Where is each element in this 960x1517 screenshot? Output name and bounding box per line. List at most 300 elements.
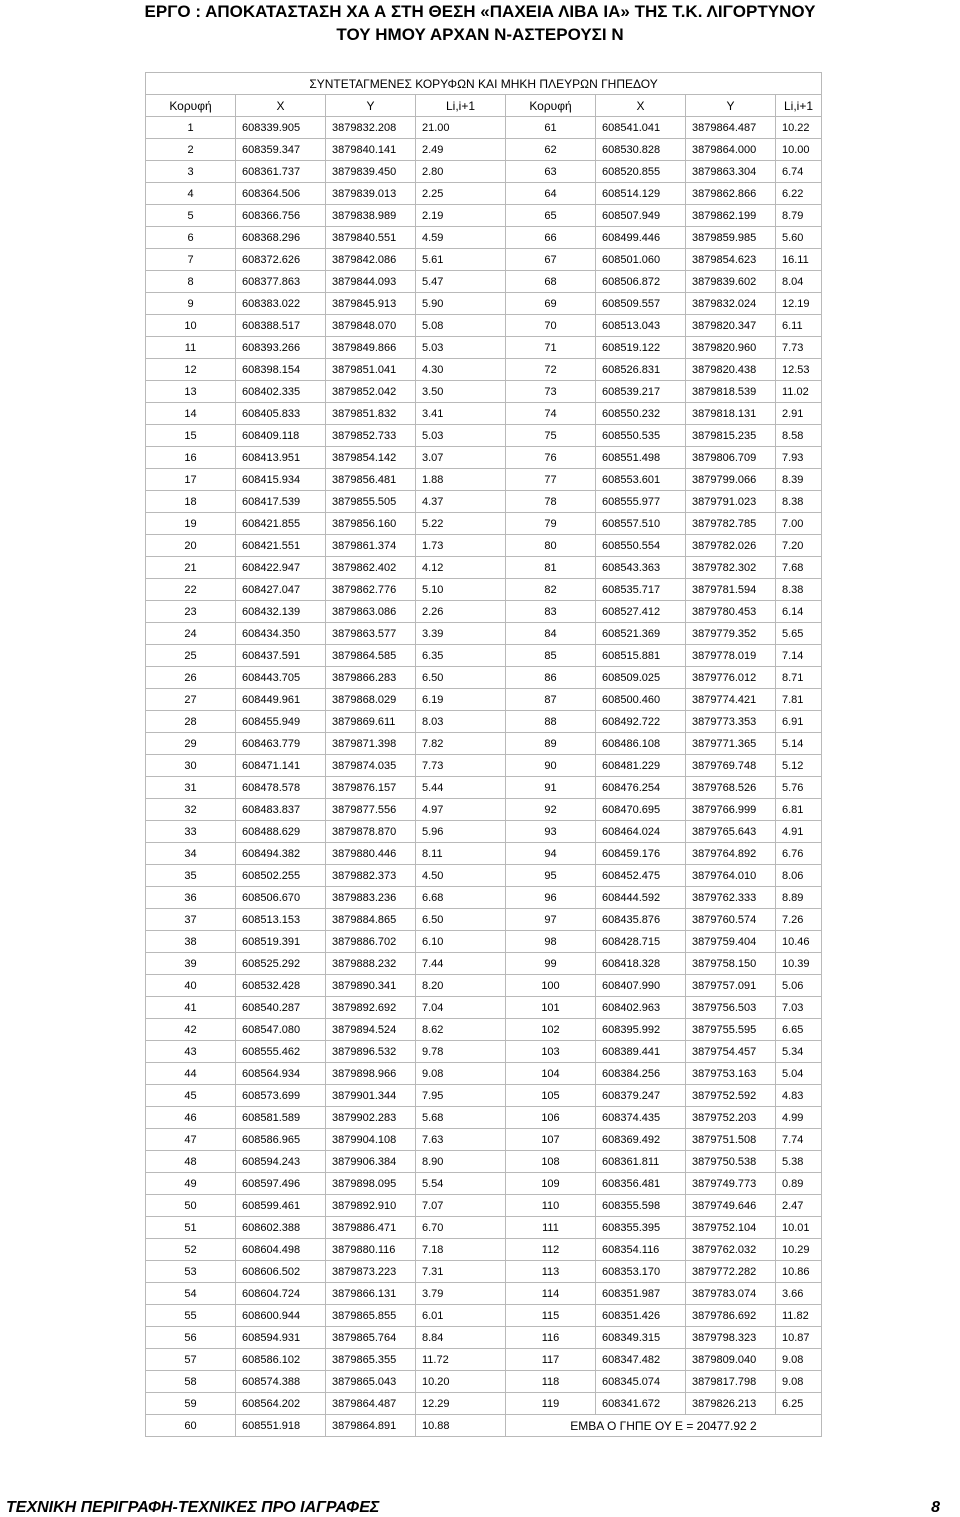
- cell-y-right: 3879806.709: [686, 447, 776, 469]
- cell-y-right: 3879756.503: [686, 997, 776, 1019]
- cell-length-left: 7.95: [416, 1085, 506, 1107]
- page-number: 8: [931, 1499, 940, 1516]
- cell-x-left: 608421.551: [236, 535, 326, 557]
- cell-vertex-right: 106: [506, 1107, 596, 1129]
- cell-vertex-left: 21: [146, 557, 236, 579]
- cell-y-left: 3879904.108: [326, 1129, 416, 1151]
- cell-x-right: 608539.217: [596, 381, 686, 403]
- cell-length-left: 7.44: [416, 953, 506, 975]
- cell-y-right: 3879778.019: [686, 645, 776, 667]
- cell-vertex-left: 13: [146, 381, 236, 403]
- cell-x-right: 608550.232: [596, 403, 686, 425]
- cell-y-left: 3879882.373: [326, 865, 416, 887]
- cell-x-left: 608366.756: [236, 205, 326, 227]
- cell-vertex-left: 9: [146, 293, 236, 315]
- header-x-2: X: [596, 95, 686, 117]
- cell-x-left: 608434.350: [236, 623, 326, 645]
- cell-vertex-right: 104: [506, 1063, 596, 1085]
- cell-vertex-left: 37: [146, 909, 236, 931]
- header-vertex-2: Κορυφή: [506, 95, 596, 117]
- cell-vertex-left: 20: [146, 535, 236, 557]
- cell-vertex-right: 68: [506, 271, 596, 293]
- table-row: [146, 513, 822, 535]
- cell-y-right: 3879757.091: [686, 975, 776, 997]
- table-row: [146, 1305, 822, 1327]
- cell-y-left: 3879880.446: [326, 843, 416, 865]
- cell-length-right: 7.20: [776, 535, 822, 557]
- cell-vertex-left: 16: [146, 447, 236, 469]
- cell-vertex-right: 108: [506, 1151, 596, 1173]
- cell-length-right: 7.26: [776, 909, 822, 931]
- cell-y-left: 3879845.913: [326, 293, 416, 315]
- cell-length-left: 5.68: [416, 1107, 506, 1129]
- cell-length-right: 12.53: [776, 359, 822, 381]
- cell-length-right: 7.73: [776, 337, 822, 359]
- table-row: [146, 1173, 822, 1195]
- cell-length-right: 8.04: [776, 271, 822, 293]
- cell-x-right: 608501.060: [596, 249, 686, 271]
- cell-x-left: 608421.855: [236, 513, 326, 535]
- cell-x-left: 608494.382: [236, 843, 326, 865]
- cell-length-left: 7.73: [416, 755, 506, 777]
- cell-vertex-right: 63: [506, 161, 596, 183]
- cell-vertex-left: 15: [146, 425, 236, 447]
- cell-y-right: 3879768.526: [686, 777, 776, 799]
- cell-length-right: 7.03: [776, 997, 822, 1019]
- cell-length-left: 10.20: [416, 1371, 506, 1393]
- cell-x-right: 608452.475: [596, 865, 686, 887]
- cell-y-right: 3879799.066: [686, 469, 776, 491]
- cell-vertex-left: 55: [146, 1305, 236, 1327]
- cell-vertex-right: 110: [506, 1195, 596, 1217]
- cell-x-right: 608369.492: [596, 1129, 686, 1151]
- cell-length-right: 5.34: [776, 1041, 822, 1063]
- cell-y-right: 3879762.032: [686, 1239, 776, 1261]
- cell-vertex-right: 96: [506, 887, 596, 909]
- table-row: [146, 579, 822, 601]
- table-row: [146, 293, 822, 315]
- cell-vertex-left: 47: [146, 1129, 236, 1151]
- cell-x-right: 608509.025: [596, 667, 686, 689]
- cell-y-right: 3879766.999: [686, 799, 776, 821]
- cell-vertex-right: 81: [506, 557, 596, 579]
- cell-vertex-right: 90: [506, 755, 596, 777]
- cell-x-right: 608506.872: [596, 271, 686, 293]
- cell-vertex-right: 111: [506, 1217, 596, 1239]
- cell-vertex-left: 38: [146, 931, 236, 953]
- table-row: [146, 227, 822, 249]
- cell-y-right: 3879818.131: [686, 403, 776, 425]
- cell-x-left: 608449.961: [236, 689, 326, 711]
- cell-vertex-left: 41: [146, 997, 236, 1019]
- cell-length-right: 5.38: [776, 1151, 822, 1173]
- cell-x-right: 608519.122: [596, 337, 686, 359]
- cell-length-right: 7.68: [776, 557, 822, 579]
- cell-x-right: 608444.592: [596, 887, 686, 909]
- cell-x-left: 608506.670: [236, 887, 326, 909]
- cell-vertex-left: 35: [146, 865, 236, 887]
- cell-length-right: 6.14: [776, 601, 822, 623]
- cell-x-left: 608513.153: [236, 909, 326, 931]
- cell-length-left: 8.84: [416, 1327, 506, 1349]
- cell-y-right: 3879758.150: [686, 953, 776, 975]
- cell-vertex-right: 115: [506, 1305, 596, 1327]
- cell-vertex-right: 98: [506, 931, 596, 953]
- cell-y-left: 3879874.035: [326, 755, 416, 777]
- table-row: [146, 887, 822, 909]
- cell-vertex-left: 32: [146, 799, 236, 821]
- cell-y-right: 3879859.985: [686, 227, 776, 249]
- table-row: [146, 161, 822, 183]
- coordinates-table: [145, 72, 822, 1437]
- cell-length-right: 10.87: [776, 1327, 822, 1349]
- cell-vertex-left: 12: [146, 359, 236, 381]
- table-row: [146, 139, 822, 161]
- cell-y-right: 3879820.960: [686, 337, 776, 359]
- cell-length-left: 6.10: [416, 931, 506, 953]
- table-row: [146, 667, 822, 689]
- cell-vertex-left: 58: [146, 1371, 236, 1393]
- cell-length-left: 8.11: [416, 843, 506, 865]
- cell-vertex-left: 42: [146, 1019, 236, 1041]
- cell-x-right: 608520.855: [596, 161, 686, 183]
- footer-title: ΤΕΧΝΙΚΗ ΠΕΡΙΓΡΑΦΗ-ΤΕΧΝΙΚΕΣ ΠΡΟ ΙΑΓΡΑΦΕΣ: [6, 1499, 380, 1516]
- cell-y-right: 3879771.365: [686, 733, 776, 755]
- cell-y-left: 3879888.232: [326, 953, 416, 975]
- cell-y-right: 3879798.323: [686, 1327, 776, 1349]
- cell-length-left: 6.01: [416, 1305, 506, 1327]
- cell-length-left: 1.88: [416, 469, 506, 491]
- cell-y-left: 3879880.116: [326, 1239, 416, 1261]
- cell-length-left: 6.50: [416, 667, 506, 689]
- cell-vertex-left: 23: [146, 601, 236, 623]
- cell-y-right: 3879820.438: [686, 359, 776, 381]
- table-row: [146, 403, 822, 425]
- cell-y-right: 3879751.508: [686, 1129, 776, 1151]
- cell-vertex-left: 34: [146, 843, 236, 865]
- cell-y-left: 3879886.702: [326, 931, 416, 953]
- cell-vertex-left: 59: [146, 1393, 236, 1415]
- cell-x-right: 608395.992: [596, 1019, 686, 1041]
- cell-length-left: 4.59: [416, 227, 506, 249]
- cell-length-right: 16.11: [776, 249, 822, 271]
- cell-x-right: 608550.535: [596, 425, 686, 447]
- cell-x-left: 608402.335: [236, 381, 326, 403]
- cell-length-right: 12.19: [776, 293, 822, 315]
- cell-x-right: 608551.498: [596, 447, 686, 469]
- cell-vertex-left: 53: [146, 1261, 236, 1283]
- cell-vertex-left: 39: [146, 953, 236, 975]
- cell-x-left: 608372.626: [236, 249, 326, 271]
- cell-length-right: 6.76: [776, 843, 822, 865]
- cell-x-right: 608347.482: [596, 1349, 686, 1371]
- cell-y-right: 3879772.282: [686, 1261, 776, 1283]
- cell-length-right: 5.76: [776, 777, 822, 799]
- table-row: [146, 1019, 822, 1041]
- cell-y-left: 3879866.131: [326, 1283, 416, 1305]
- table-row: [146, 1283, 822, 1305]
- cell-length-left: 6.19: [416, 689, 506, 711]
- cell-x-right: 608557.510: [596, 513, 686, 535]
- cell-y-left: 3879863.577: [326, 623, 416, 645]
- cell-x-right: 608356.481: [596, 1173, 686, 1195]
- cell-vertex-left: 17: [146, 469, 236, 491]
- cell-y-right: 3879759.404: [686, 931, 776, 953]
- cell-y-right: 3879782.302: [686, 557, 776, 579]
- cell-y-left: 3879864.487: [326, 1393, 416, 1415]
- cell-vertex-right: 80: [506, 535, 596, 557]
- cell-x-left: 608409.118: [236, 425, 326, 447]
- cell-length-right: 10.22: [776, 117, 822, 139]
- cell-x-left: 608422.947: [236, 557, 326, 579]
- table-row: [146, 1327, 822, 1349]
- cell-vertex-right: 119: [506, 1393, 596, 1415]
- cell-y-right: 3879817.798: [686, 1371, 776, 1393]
- cell-vertex-left: 36: [146, 887, 236, 909]
- cell-length-left: 8.62: [416, 1019, 506, 1041]
- table-row: [146, 997, 822, 1019]
- cell-y-right: 3879779.352: [686, 623, 776, 645]
- table-row: [146, 865, 822, 887]
- cell-y-right: 3879754.457: [686, 1041, 776, 1063]
- cell-y-left: 3879839.450: [326, 161, 416, 183]
- cell-x-left: 608532.428: [236, 975, 326, 997]
- cell-vertex-right: 76: [506, 447, 596, 469]
- cell-x-left: 608597.496: [236, 1173, 326, 1195]
- cell-length-left: 2.80: [416, 161, 506, 183]
- table-title-row: [146, 73, 822, 95]
- cell-length-left: 7.18: [416, 1239, 506, 1261]
- cell-length-left: 2.49: [416, 139, 506, 161]
- cell-y-right: 3879783.074: [686, 1283, 776, 1305]
- cell-length-left: 5.08: [416, 315, 506, 337]
- cell-length-right: 5.65: [776, 623, 822, 645]
- cell-y-right: 3879862.866: [686, 183, 776, 205]
- cell-y-right: 3879776.012: [686, 667, 776, 689]
- cell-length-left: 4.97: [416, 799, 506, 821]
- table-row: [146, 623, 822, 645]
- area-total: ΕΜΒΑ Ο ΓΗΠΕ ΟΥ Ε = 20477.92 2: [506, 1415, 822, 1437]
- table-row: [146, 975, 822, 997]
- header-length-2: Li,i+1: [776, 95, 822, 117]
- table-row: [146, 447, 822, 469]
- cell-y-right: 3879769.748: [686, 755, 776, 777]
- cell-x-right: 608526.831: [596, 359, 686, 381]
- cell-y-left: 3879890.341: [326, 975, 416, 997]
- cell-vertex-left: 46: [146, 1107, 236, 1129]
- document-header: [0, 0, 960, 46]
- cell-x-left: 608415.934: [236, 469, 326, 491]
- table-row: [146, 1217, 822, 1239]
- cell-vertex-left: 27: [146, 689, 236, 711]
- table-row: [146, 645, 822, 667]
- cell-x-right: 608402.963: [596, 997, 686, 1019]
- cell-length-right: 5.12: [776, 755, 822, 777]
- cell-x-right: 608418.328: [596, 953, 686, 975]
- table-row: [146, 359, 822, 381]
- table-row: [146, 777, 822, 799]
- cell-y-left: 3879894.524: [326, 1019, 416, 1041]
- header-line-2: ΤΟΥ ΗΜΟΥ ΑΡΧΑΝ Ν-ΑΣΤΕΡΟΥΣΙ Ν: [336, 25, 624, 44]
- cell-x-right: 608553.601: [596, 469, 686, 491]
- cell-vertex-left: 43: [146, 1041, 236, 1063]
- cell-y-right: 3879764.892: [686, 843, 776, 865]
- cell-length-right: 7.74: [776, 1129, 822, 1151]
- cell-y-right: 3879774.421: [686, 689, 776, 711]
- cell-vertex-right: 95: [506, 865, 596, 887]
- cell-vertex-left: 3: [146, 161, 236, 183]
- cell-x-left: 608547.080: [236, 1019, 326, 1041]
- cell-vertex-right: 107: [506, 1129, 596, 1151]
- cell-x-right: 608351.426: [596, 1305, 686, 1327]
- cell-vertex-left: 29: [146, 733, 236, 755]
- cell-vertex-left: 24: [146, 623, 236, 645]
- cell-length-right: 2.91: [776, 403, 822, 425]
- cell-length-left: 3.79: [416, 1283, 506, 1305]
- cell-y-left: 3879876.157: [326, 777, 416, 799]
- cell-y-left: 3879854.142: [326, 447, 416, 469]
- cell-y-right: 3879815.235: [686, 425, 776, 447]
- cell-length-left: 5.44: [416, 777, 506, 799]
- cell-length-left: 3.50: [416, 381, 506, 403]
- cell-length-left: 5.90: [416, 293, 506, 315]
- cell-y-left: 3879877.556: [326, 799, 416, 821]
- cell-length-right: 7.81: [776, 689, 822, 711]
- cell-vertex-right: 94: [506, 843, 596, 865]
- cell-vertex-right: 71: [506, 337, 596, 359]
- cell-vertex-left: 2: [146, 139, 236, 161]
- table-row: [146, 1195, 822, 1217]
- cell-y-left: 3879863.086: [326, 601, 416, 623]
- cell-x-left: 608471.141: [236, 755, 326, 777]
- cell-x-right: 608407.990: [596, 975, 686, 997]
- cell-x-left: 608604.498: [236, 1239, 326, 1261]
- cell-y-left: 3879851.041: [326, 359, 416, 381]
- cell-x-left: 608377.863: [236, 271, 326, 293]
- cell-vertex-right: 74: [506, 403, 596, 425]
- cell-x-left: 608586.965: [236, 1129, 326, 1151]
- table-row: [146, 799, 822, 821]
- cell-length-left: 6.50: [416, 909, 506, 931]
- cell-x-right: 608499.446: [596, 227, 686, 249]
- cell-vertex-right: 117: [506, 1349, 596, 1371]
- cell-x-right: 608509.557: [596, 293, 686, 315]
- cell-x-left: 608573.699: [236, 1085, 326, 1107]
- table-row: [146, 1261, 822, 1283]
- table-row: [146, 755, 822, 777]
- cell-x-left: 608502.255: [236, 865, 326, 887]
- cell-x-left: 608564.202: [236, 1393, 326, 1415]
- cell-y-left: 3879865.355: [326, 1349, 416, 1371]
- table-row: [146, 557, 822, 579]
- cell-vertex-right: 118: [506, 1371, 596, 1393]
- cell-x-left: 608478.578: [236, 777, 326, 799]
- cell-x-right: 608527.412: [596, 601, 686, 623]
- cell-vertex-right: 79: [506, 513, 596, 535]
- cell-y-right: 3879765.643: [686, 821, 776, 843]
- cell-y-right: 3879864.487: [686, 117, 776, 139]
- cell-x-right: 608514.129: [596, 183, 686, 205]
- coordinates-table-wrapper: [145, 72, 821, 1437]
- cell-x-right: 608464.024: [596, 821, 686, 843]
- cell-vertex-right: 91: [506, 777, 596, 799]
- cell-y-right: 3879782.026: [686, 535, 776, 557]
- cell-vertex-left: 52: [146, 1239, 236, 1261]
- cell-x-right: 608513.043: [596, 315, 686, 337]
- cell-length-right: 6.91: [776, 711, 822, 733]
- cell-vertex-left: 25: [146, 645, 236, 667]
- cell-y-left: 3879838.989: [326, 205, 416, 227]
- cell-vertex-right: 99: [506, 953, 596, 975]
- table-row: [146, 1393, 822, 1415]
- cell-vertex-right: 62: [506, 139, 596, 161]
- cell-length-left: 7.82: [416, 733, 506, 755]
- cell-vertex-right: 84: [506, 623, 596, 645]
- cell-length-right: 10.01: [776, 1217, 822, 1239]
- cell-y-left: 3879840.551: [326, 227, 416, 249]
- cell-x-left: 608364.506: [236, 183, 326, 205]
- cell-y-left: 3879849.866: [326, 337, 416, 359]
- cell-length-left: 4.12: [416, 557, 506, 579]
- cell-y-left: 3879861.374: [326, 535, 416, 557]
- cell-y-right: 3879755.595: [686, 1019, 776, 1041]
- cell-y-left: 3879871.398: [326, 733, 416, 755]
- cell-vertex-right: 114: [506, 1283, 596, 1305]
- cell-x-left: 608413.951: [236, 447, 326, 469]
- cell-x-right: 608345.074: [596, 1371, 686, 1393]
- cell-vertex-left: 6: [146, 227, 236, 249]
- cell-vertex-left: 18: [146, 491, 236, 513]
- table-row: [146, 689, 822, 711]
- cell-y-left: 3879865.043: [326, 1371, 416, 1393]
- table-row: [146, 1151, 822, 1173]
- cell-x-left: 608427.047: [236, 579, 326, 601]
- cell-vertex-left: 8: [146, 271, 236, 293]
- cell-y-right: 3879753.163: [686, 1063, 776, 1085]
- cell-vertex-right: 70: [506, 315, 596, 337]
- cell-x-left: 608564.934: [236, 1063, 326, 1085]
- cell-x-right: 608521.369: [596, 623, 686, 645]
- cell-length-right: 9.08: [776, 1371, 822, 1393]
- cell-length-right: 2.47: [776, 1195, 822, 1217]
- cell-y-right: 3879782.785: [686, 513, 776, 535]
- header-vertex-1: Κορυφή: [146, 95, 236, 117]
- cell-y-left: 3879865.855: [326, 1305, 416, 1327]
- cell-x-right: 608349.315: [596, 1327, 686, 1349]
- table-row: [146, 271, 822, 293]
- cell-length-right: 10.00: [776, 139, 822, 161]
- cell-vertex-right: 113: [506, 1261, 596, 1283]
- cell-vertex-left: 60: [146, 1415, 236, 1437]
- cell-x-left: 608383.022: [236, 293, 326, 315]
- cell-vertex-left: 4: [146, 183, 236, 205]
- table-row: [146, 711, 822, 733]
- cell-length-right: 8.39: [776, 469, 822, 491]
- cell-length-right: 8.71: [776, 667, 822, 689]
- table-title: ΣΥΝΤΕΤΑΓΜΕΝΕΣ ΚΟΡΥΦΩΝ ΚΑΙ ΜΗΚΗ ΠΛΕΥΡΩΝ ΓΗΠΕΔΟΥ: [146, 73, 822, 95]
- cell-length-right: 9.08: [776, 1349, 822, 1371]
- cell-y-right: 3879854.623: [686, 249, 776, 271]
- table-row: [146, 205, 822, 227]
- cell-x-right: 608355.598: [596, 1195, 686, 1217]
- cell-length-left: 5.03: [416, 425, 506, 447]
- cell-length-left: 2.25: [416, 183, 506, 205]
- cell-y-right: 3879839.602: [686, 271, 776, 293]
- cell-vertex-right: 82: [506, 579, 596, 601]
- cell-length-right: 10.39: [776, 953, 822, 975]
- cell-y-left: 3879842.086: [326, 249, 416, 271]
- cell-length-right: 5.60: [776, 227, 822, 249]
